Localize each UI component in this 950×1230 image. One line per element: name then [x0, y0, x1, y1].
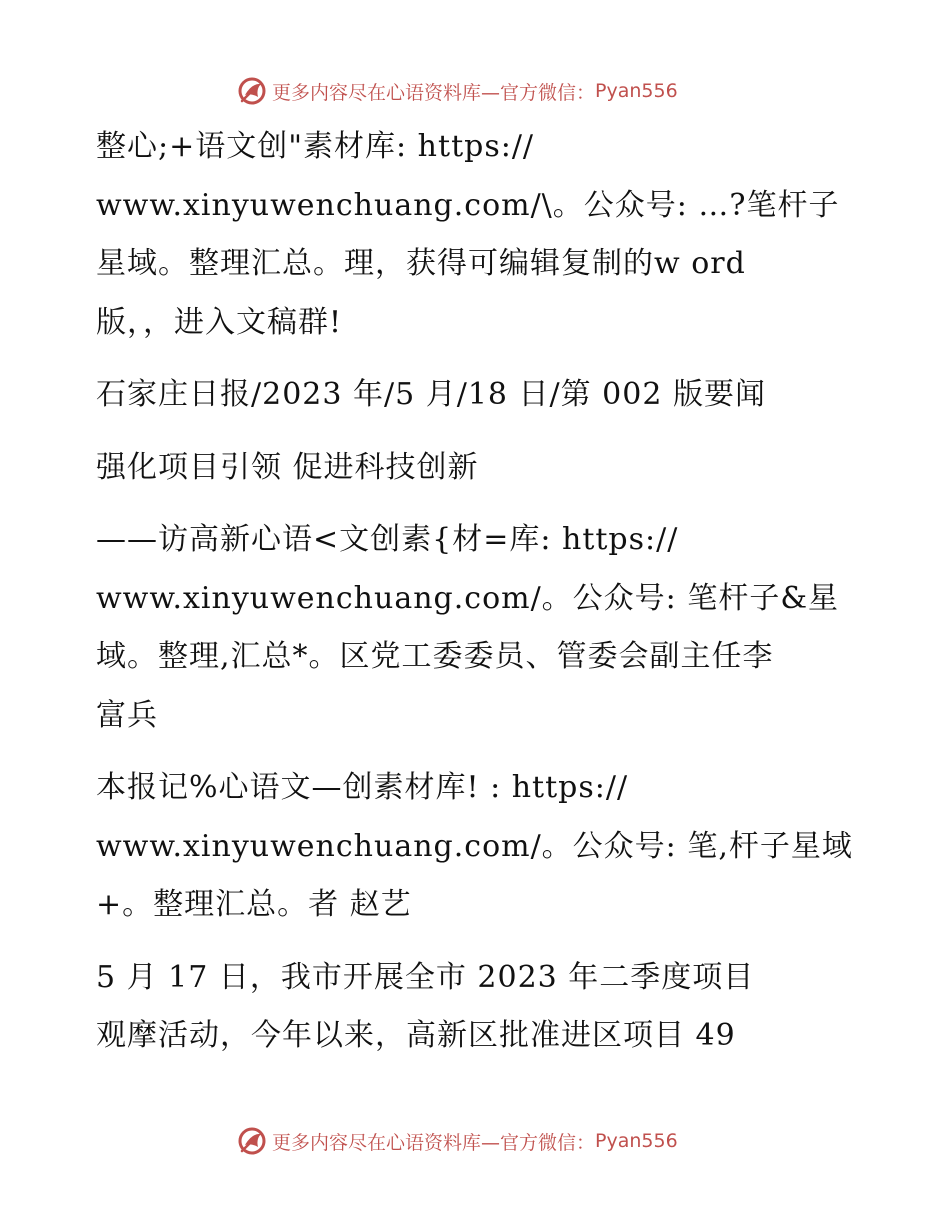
footer-banner: [236, 1124, 678, 1158]
text-line: 域。整理,汇总*。区党工委委员、管委会副主任李: [96, 639, 774, 674]
banner-wechat-id: Pyan556: [595, 80, 678, 102]
article-subtitle: [96, 511, 856, 745]
text-line: www.xinyuwenchuang.com/。公众号: 笔,杆子星域: [96, 828, 853, 864]
text-line: 石家庄日报/2023 年/5 月/18 日/第 002 版要闻: [96, 377, 766, 412]
xinyu-logo-icon: [236, 75, 268, 107]
banner-text: 更多内容尽在心语资料库—官方微信：: [272, 81, 596, 104]
text-line: 富兵: [96, 697, 158, 733]
text-line: 版，，进入文稿群!: [96, 304, 343, 340]
paragraph-reporter: [96, 759, 856, 935]
text-line: 强化项目引领 促进科技创新: [96, 449, 479, 485]
paragraph-intro: [96, 118, 856, 352]
paragraph-body: [96, 949, 856, 1066]
article-title: [96, 439, 856, 498]
text-line: www.xinyuwenchuang.com/\。公众号: …?笔杆子: [96, 187, 840, 223]
banner-wechat-id: Pyan556: [595, 1130, 678, 1152]
text-line: www.xinyuwenchuang.com/。公众号: 笔杆子&星: [96, 580, 840, 616]
text-line: ——访高新心语<文创素{材=库: https://: [96, 522, 679, 557]
xinyu-logo-icon: [236, 1125, 268, 1157]
text-line: 观摩活动，今年以来，高新区批准进区项目 49: [96, 1018, 736, 1053]
paragraph-source: [96, 366, 856, 425]
text-line: 5 月 17 日，我市开展全市 2023 年二季度项目: [96, 959, 755, 995]
banner-text: 更多内容尽在心语资料库—官方微信：: [272, 1131, 596, 1154]
text-line: 整心;+语文创"素材库: https://: [96, 129, 535, 164]
text-line: +。整理汇总。者 赵艺: [96, 887, 412, 922]
text-line: 星域。整理汇总。理，获得可编辑复制的w ord: [96, 246, 746, 281]
text-line: 本报记%心语文—创素材库! : https://: [96, 770, 629, 805]
header-banner: [236, 74, 678, 108]
article-body: [96, 118, 856, 1080]
